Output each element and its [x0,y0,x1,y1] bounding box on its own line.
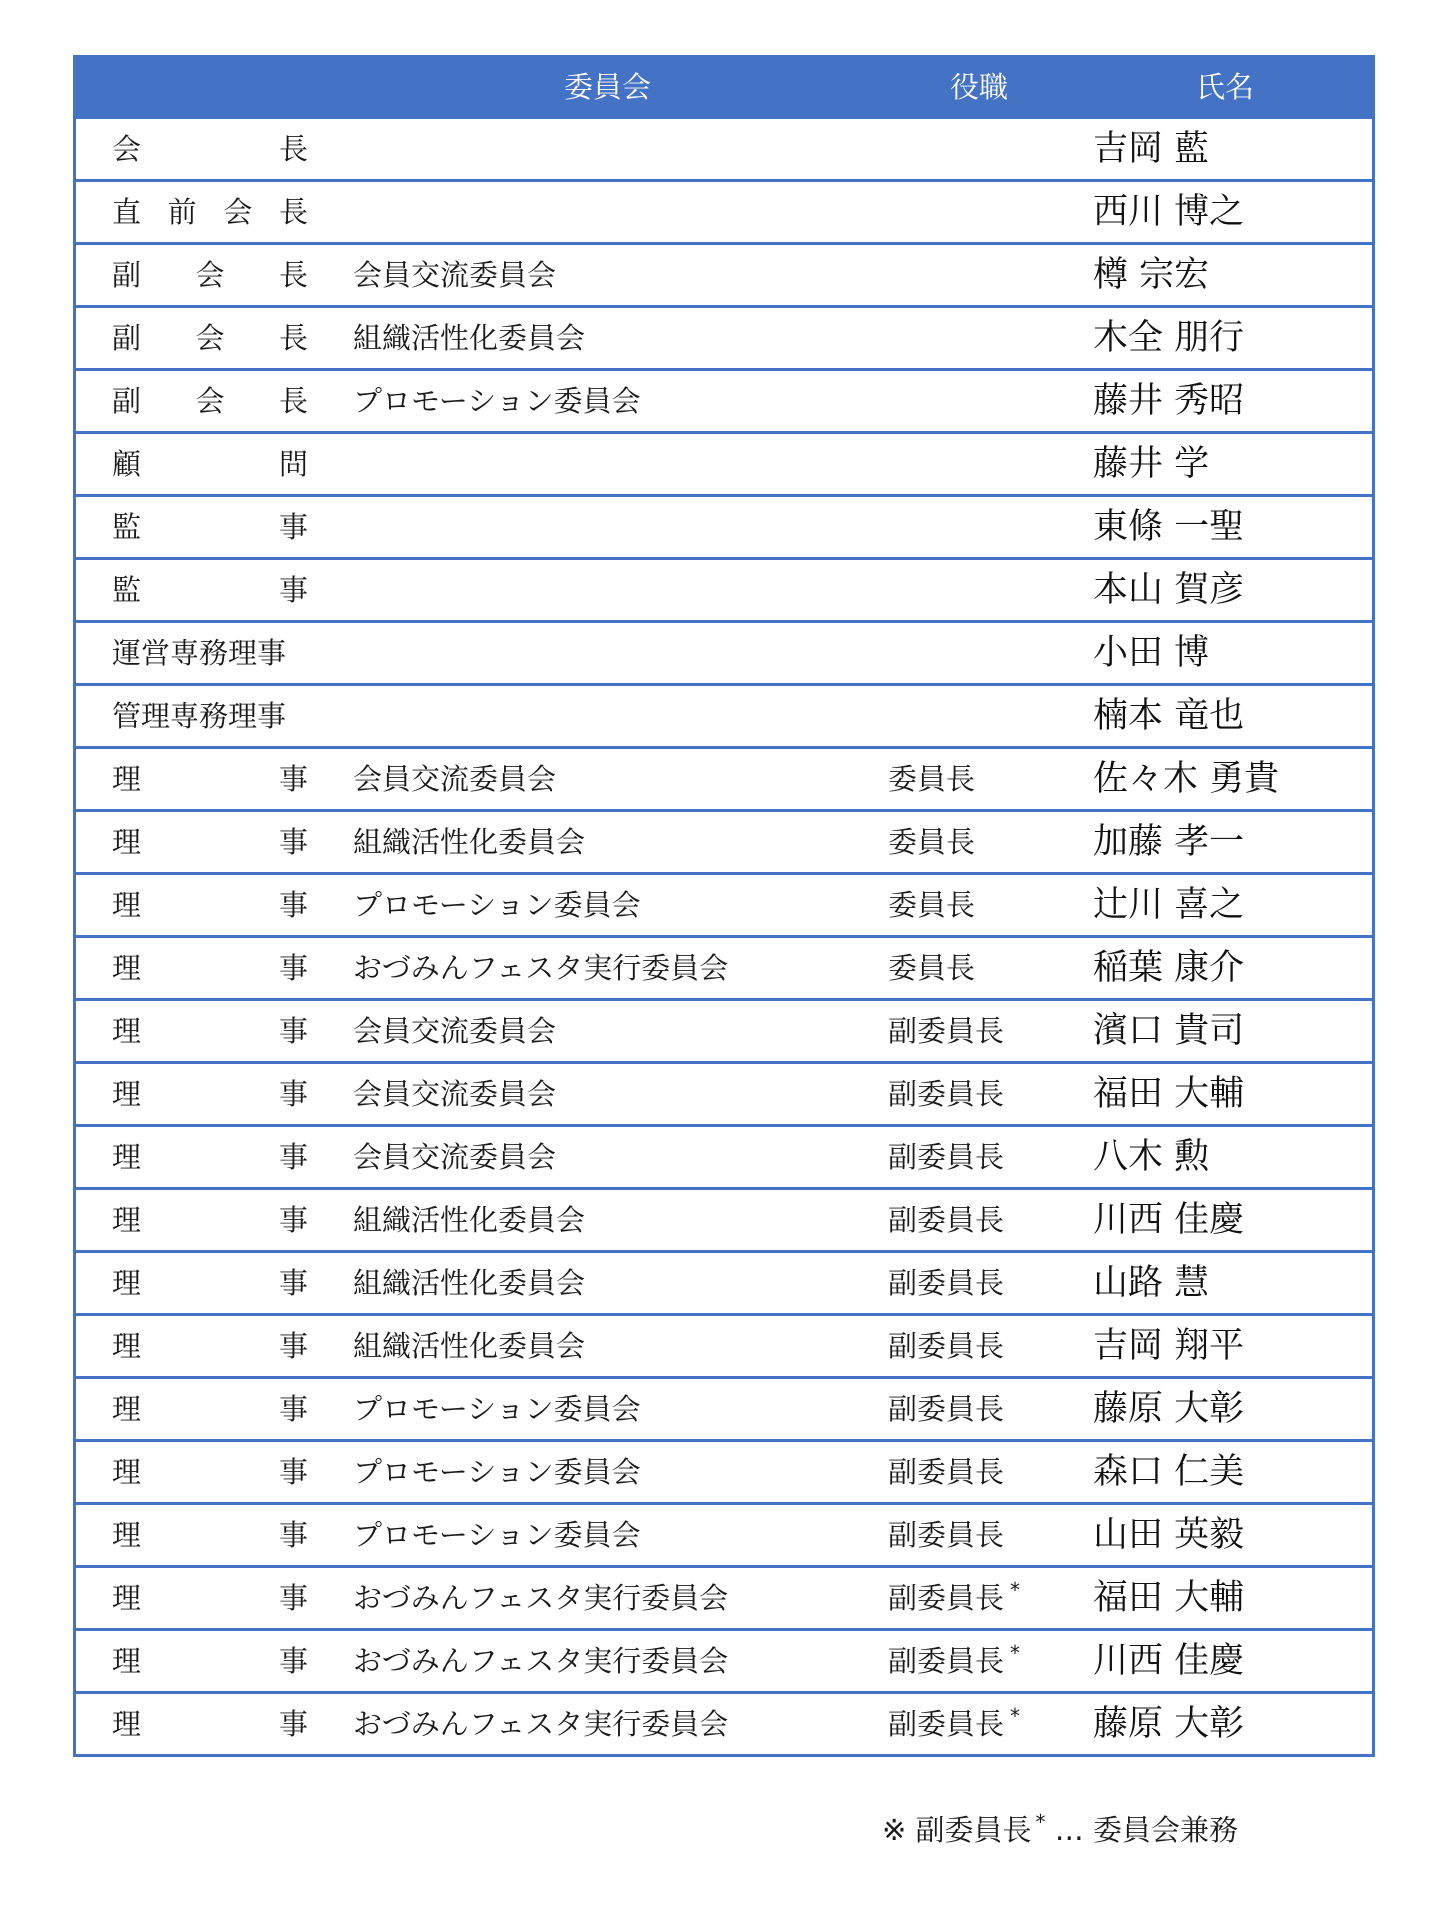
role-char: 理 [112,1014,142,1048]
role-cell [112,371,308,431]
role-cell [112,1694,308,1754]
position-text: 副委員長 [888,1455,1005,1489]
role-cell [112,1127,308,1187]
role-char: 理 [112,1077,142,1111]
role-char: 理 [112,951,142,985]
role-cell [112,1316,308,1376]
name-cell: 藤原 大彰 [1093,1389,1245,1429]
role-cell [112,182,308,242]
role-char: 理 [112,888,142,922]
role-char: 理 [112,1707,142,1741]
role-cell [112,497,308,557]
table-row [76,1376,1372,1439]
name-cell: 藤井 秀昭 [1093,381,1245,421]
role-char: 副 [112,258,142,292]
table-row [76,116,1372,179]
table-row [76,1691,1372,1754]
name-cell: 本山 賀彦 [1093,570,1245,610]
committee-cell: 会員交流委員会 [353,762,557,796]
table-row [76,431,1372,494]
footnote-star: * [1035,1810,1046,1835]
position-cell [888,749,975,809]
header-name: 氏名 [1196,70,1255,104]
role-char: 事 [278,1644,308,1678]
role-cell [112,1568,308,1628]
role-char: 理 [112,825,142,859]
role-char: 理 [112,1329,142,1363]
table-row [76,1502,1372,1565]
role-char: 事 [278,825,308,859]
committee-cell: プロモーション委員会 [353,384,641,418]
role-cell [112,875,308,935]
committee-cell: プロモーション委員会 [353,1392,641,1426]
name-cell: 稲葉 康介 [1093,948,1245,988]
header-position: 役職 [950,70,1009,104]
position-cell [888,875,975,935]
committee-cell: 組織活性化委員会 [353,1266,586,1300]
position-text: 副委員長 [888,1707,1005,1741]
concurrent-duty-mark: * [1010,1641,1021,1666]
table-row [76,305,1372,368]
role-char: 理 [112,1392,142,1426]
role-cell [112,686,308,746]
position-text: 委員長 [888,825,976,859]
concurrent-duty-mark: * [1010,1578,1021,1603]
table-row [76,494,1372,557]
role-char: 長 [278,384,308,418]
position-cell [888,1631,1020,1691]
role-char: 事 [278,1014,308,1048]
table-row [76,368,1372,431]
role-char: 理 [112,1455,142,1489]
name-cell: 木全 朋行 [1093,318,1245,358]
role-char: 監 [112,510,142,544]
name-cell: 藤井 学 [1093,444,1210,484]
position-text: 委員長 [888,762,976,796]
role-cell [112,434,308,494]
role-char: 理 [112,1644,142,1678]
position-text: 副委員長 [888,1266,1005,1300]
committee-cell: おづみんフェスタ実行委員会 [353,951,729,985]
role-char: 事 [278,1203,308,1237]
role-char: 事 [278,1140,308,1174]
position-text: 副委員長 [888,1644,1005,1678]
role-char: 監 [112,573,142,607]
table-row [76,1313,1372,1376]
table-row [76,1565,1372,1628]
position-cell [888,1190,1004,1250]
role-char: 事 [278,888,308,922]
role-char: 管理専務理事 [112,699,287,733]
role-cell [112,1190,308,1250]
position-cell [888,1064,1004,1124]
role-cell [112,119,308,179]
position-text: 副委員長 [888,1329,1005,1363]
name-cell: 楠本 竜也 [1093,696,1245,736]
position-cell [888,1568,1020,1628]
officer-roster-table [73,55,1375,1757]
position-cell [888,1001,1004,1061]
footnote [882,1808,1238,1849]
position-text: 副委員長 [888,1392,1005,1426]
name-cell: 山路 慧 [1093,1263,1210,1303]
table-row [76,1124,1372,1187]
concurrent-duty-mark: * [1010,1704,1021,1729]
table-row [76,242,1372,305]
table-row [76,1250,1372,1313]
role-char: 事 [278,1266,308,1300]
role-cell [112,938,308,998]
role-char: 事 [278,1455,308,1489]
position-text: 副委員長 [888,1077,1005,1111]
role-cell [112,560,308,620]
position-text: 副委員長 [888,1518,1005,1552]
name-cell: 西川 博之 [1093,192,1245,232]
position-cell [888,1442,1004,1502]
name-cell: 森口 仁美 [1093,1452,1245,1492]
position-cell [888,1505,1004,1565]
name-cell: 福田 大輔 [1093,1578,1245,1618]
role-char: 理 [112,1518,142,1552]
committee-cell: おづみんフェスタ実行委員会 [353,1644,729,1678]
table-row [76,872,1372,935]
position-text: 副委員長 [888,1014,1005,1048]
footnote-prefix: ※ 副委員長 [882,1813,1032,1847]
name-cell: 藤原 大彰 [1093,1704,1245,1744]
name-cell: 山田 英毅 [1093,1515,1245,1555]
role-cell [112,1001,308,1061]
position-cell [888,938,975,998]
role-char: 理 [112,762,142,796]
name-cell: 吉岡 藍 [1093,129,1210,169]
committee-cell: 会員交流委員会 [353,258,557,292]
role-char: 事 [278,762,308,796]
role-char: 副 [112,321,142,355]
position-cell [888,1316,1004,1376]
role-char: 事 [278,1329,308,1363]
role-char: 会 [195,258,225,292]
role-cell [112,1505,308,1565]
committee-cell: おづみんフェスタ実行委員会 [353,1707,729,1741]
position-text: 副委員長 [888,1581,1005,1615]
role-cell [112,1442,308,1502]
committee-cell: 会員交流委員会 [353,1014,557,1048]
table-header [76,58,1372,116]
committee-cell: 組織活性化委員会 [353,1329,586,1363]
committee-cell: プロモーション委員会 [353,888,641,922]
role-char: 事 [278,1077,308,1111]
role-char: 会 [223,195,253,229]
table-row [76,683,1372,746]
role-char: 理 [112,1140,142,1174]
role-char: 事 [278,951,308,985]
role-char: 事 [278,1707,308,1741]
role-char: 副 [112,384,142,418]
role-cell [112,749,308,809]
header-committee: 委員会 [564,70,652,104]
table-row [76,1439,1372,1502]
role-char: 理 [112,1266,142,1300]
name-cell: 川西 佳慶 [1093,1200,1245,1240]
name-cell: 吉岡 翔平 [1093,1326,1245,1366]
position-cell [888,1253,1004,1313]
role-cell [112,812,308,872]
table-row [76,998,1372,1061]
role-char: 問 [278,447,308,481]
name-cell: 加藤 孝一 [1093,822,1245,862]
table-row [76,620,1372,683]
role-cell [112,1379,308,1439]
table-row [76,557,1372,620]
table-row [76,809,1372,872]
committee-cell: プロモーション委員会 [353,1455,641,1489]
role-char: 前 [167,195,197,229]
role-char: 理 [112,1581,142,1615]
role-char: 長 [278,321,308,355]
table-body [76,116,1372,1754]
role-char: 事 [278,573,308,607]
table-row [76,935,1372,998]
position-text: 委員長 [888,951,976,985]
name-cell: 福田 大輔 [1093,1074,1245,1114]
role-cell [112,1253,308,1313]
table-row [76,1628,1372,1691]
role-cell [112,1064,308,1124]
name-cell: 濱口 貴司 [1093,1011,1245,1051]
name-cell: 辻川 喜之 [1093,885,1245,925]
name-cell: 樽 宗宏 [1093,255,1210,295]
role-cell [112,308,308,368]
name-cell: 八木 勲 [1093,1137,1210,1177]
table-row [76,1187,1372,1250]
role-char: 会 [195,384,225,418]
name-cell: 川西 佳慶 [1093,1641,1245,1681]
position-cell [888,812,975,872]
table-row [76,179,1372,242]
position-cell [888,1694,1020,1754]
name-cell: 小田 博 [1093,633,1210,673]
role-char: 事 [278,1581,308,1615]
role-char: 理 [112,1203,142,1237]
footnote-suffix: … 委員会兼務 [1045,1813,1238,1847]
committee-cell: プロモーション委員会 [353,1518,641,1552]
role-char: 会 [112,132,142,166]
position-text: 副委員長 [888,1140,1005,1174]
role-char: 長 [278,258,308,292]
position-cell [888,1379,1004,1439]
committee-cell: 会員交流委員会 [353,1077,557,1111]
role-char: 運営専務理事 [112,636,287,670]
role-char: 長 [278,195,308,229]
committee-cell: 組織活性化委員会 [353,825,586,859]
role-cell [112,245,308,305]
committee-cell: 組織活性化委員会 [353,1203,586,1237]
role-char: 直 [112,195,142,229]
position-cell [888,1127,1004,1187]
role-char: 事 [278,1518,308,1552]
position-text: 副委員長 [888,1203,1005,1237]
role-char: 事 [278,510,308,544]
committee-cell: おづみんフェスタ実行委員会 [353,1581,729,1615]
table-row [76,746,1372,809]
table-row [76,1061,1372,1124]
committee-cell: 組織活性化委員会 [353,321,586,355]
name-cell: 東條 一聖 [1093,507,1245,547]
role-cell [112,623,308,683]
role-char: 事 [278,1392,308,1426]
role-char: 長 [278,132,308,166]
committee-cell: 会員交流委員会 [353,1140,557,1174]
role-char: 顧 [112,447,142,481]
name-cell: 佐々木 勇貴 [1093,759,1280,799]
role-char: 会 [195,321,225,355]
position-text: 委員長 [888,888,976,922]
role-cell [112,1631,308,1691]
